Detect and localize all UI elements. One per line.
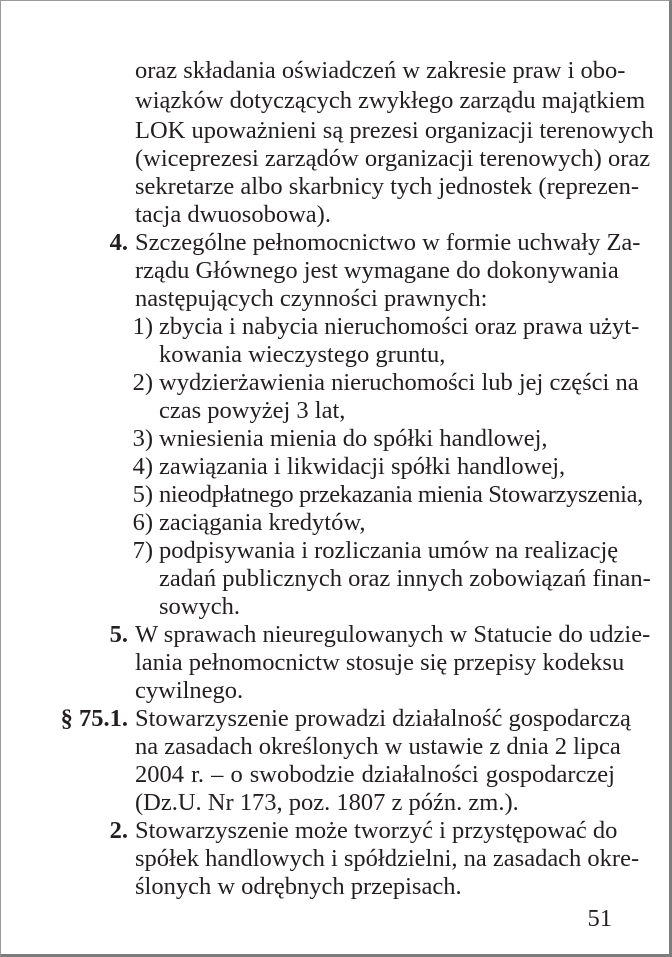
list-item-number: 4) — [132, 453, 153, 480]
list-item-text: czas powyżej 3 lat, — [159, 397, 346, 424]
text-line: na zasadach określonych w ustawie z dnia 2 lipca — [135, 733, 621, 760]
list-item-text: zaciągania kredytów, — [159, 509, 366, 536]
list-item-number: 2) — [132, 369, 153, 396]
text-line: LOK upoważnieni są prezesi organizacji terenowych — [135, 117, 654, 144]
text-line: rządu Głównego jest wymagane do dokonywania — [135, 257, 619, 284]
list-item-number: 1) — [132, 313, 153, 340]
paragraph-number: 5. — [109, 621, 128, 648]
list-item-number: 3) — [132, 425, 153, 452]
list-item-text: zbycia i nabycia nieruchomości oraz prawa użyt- — [159, 313, 640, 340]
paragraph-number: 4. — [109, 229, 128, 256]
text-line: sekretarze albo skarbnicy tych jednostek (reprezen- — [135, 173, 640, 200]
list-item-number: 5) — [132, 481, 153, 508]
text-line: ślonych w odrębnych przepisach. — [135, 873, 462, 900]
paragraph-number: 2. — [109, 817, 128, 844]
text-line: (Dz.U. Nr 173, poz. 1807 z późn. zm.). — [135, 789, 519, 816]
text-line: następujących czynności prawnych: — [135, 285, 488, 312]
text-line: lania pełnomocnictw stosuje się przepisy kodeksu — [135, 649, 625, 676]
text-line: Stowarzyszenie może tworzyć i przystępować do — [135, 817, 618, 844]
text-line: tacja dwuosobowa). — [135, 201, 331, 228]
list-item-text: wniesienia mienia do spółki handlowej, — [159, 425, 548, 452]
text-line: (wiceprezesi zarządów organizacji terenowych) oraz — [135, 145, 651, 172]
list-item-text: podpisywania i rozliczania umów na realizację — [159, 537, 619, 564]
list-item-text: sowych. — [159, 593, 240, 620]
text-line: spółek handlowych i spółdzielni, na zasadach okre- — [135, 845, 640, 872]
text-line: W sprawach nieuregulowanych w Statucie do udzie- — [135, 621, 651, 648]
list-item-number: 6) — [132, 509, 153, 536]
list-item-text: zawiązania i likwidacji spółki handlowej, — [159, 453, 566, 480]
text-line: wiązków dotyczących zwykłego zarządu majątkiem — [135, 87, 646, 114]
list-item-text: kowania wieczystego gruntu, — [159, 341, 446, 368]
text-line: 2004 r. – o swobodzie działalności gospodarczej — [135, 761, 615, 788]
list-item-text: wydzierżawienia nieruchomości lub jej części na — [159, 369, 639, 396]
text-line: cywilnego. — [135, 677, 244, 704]
section-number: § 75.1. — [60, 705, 128, 732]
list-item-text: zadań publicznych oraz innych zobowiązań finan- — [159, 565, 651, 592]
text-line: Stowarzyszenie prowadzi działalność gospodarczą — [135, 705, 631, 732]
text-line: oraz składania oświadczeń w zakresie praw i obo- — [135, 57, 626, 84]
text-line: Szczególne pełnomocnictwo w formie uchwały Za- — [135, 229, 641, 256]
list-item-number: 7) — [132, 537, 153, 564]
page-number: 51 — [587, 905, 612, 932]
list-item-text: nieodpłatnego przekazania mienia Stowarzyszenia, — [159, 481, 643, 508]
